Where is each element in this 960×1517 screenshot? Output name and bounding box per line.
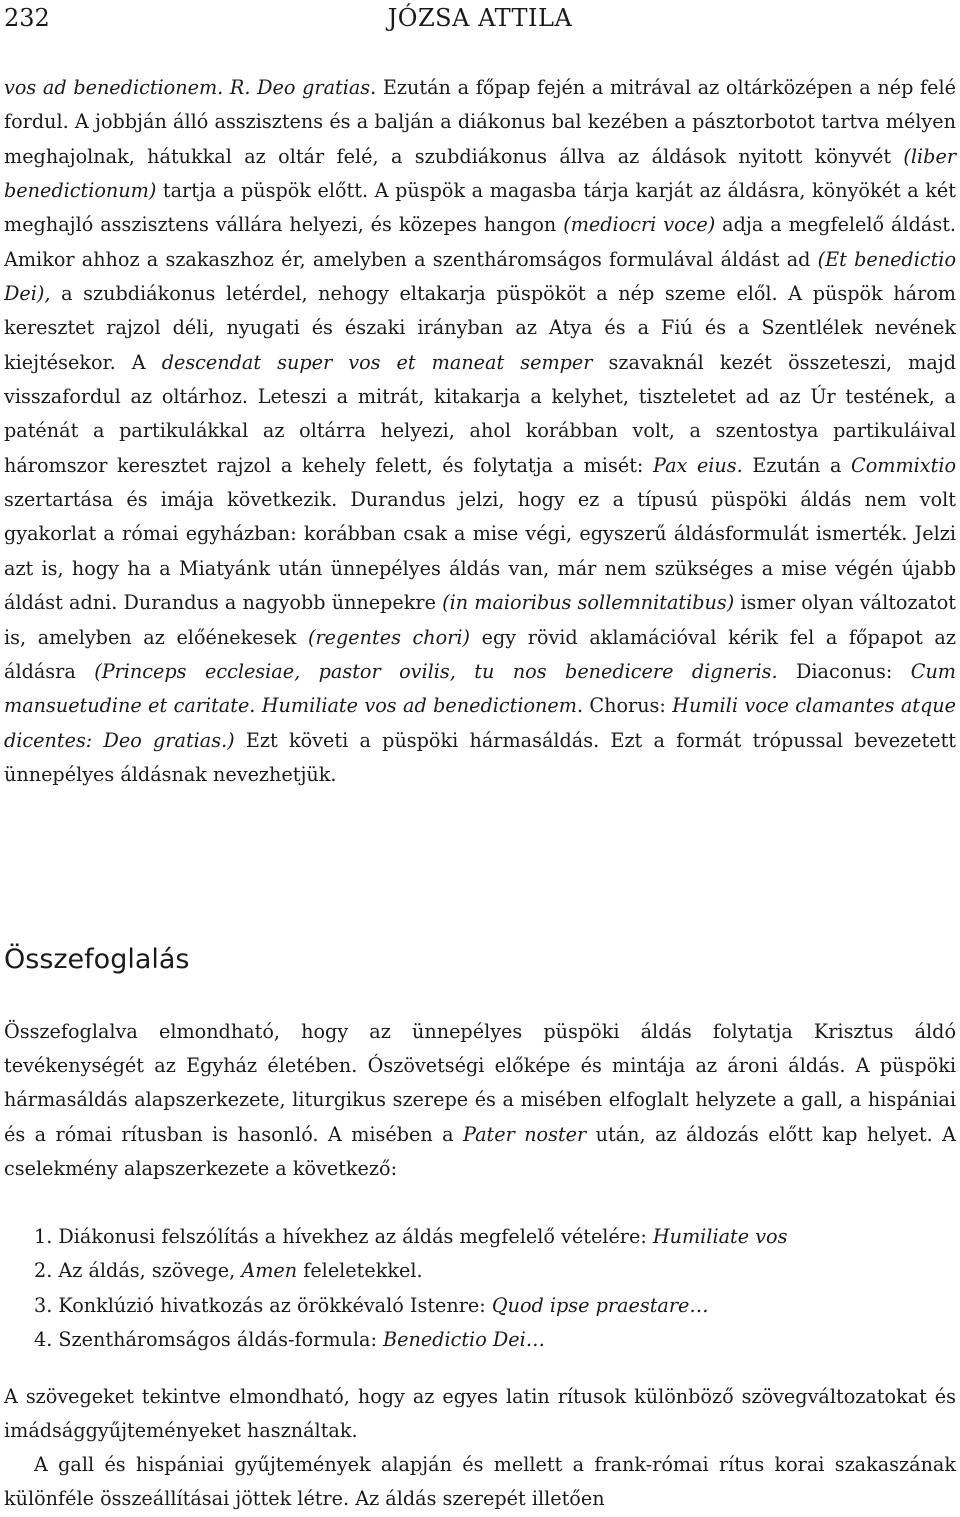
italic-text: Cum mansuetudine et caritate. Humiliate vos ad benedictionem. xyxy=(4,659,956,718)
summary-paragraph xyxy=(4,1015,956,1186)
text-run: egy rövid aklamációval kérik fel a főpapot az áldásra xyxy=(4,625,956,683)
running-head: JÓZSA ATTILA xyxy=(387,4,573,32)
body-paragraph xyxy=(4,71,956,792)
text-run: Ezt követi a püspöki hármasáldás. Ezt a formát trópussal bevezetett ünnepélyes áldásnak nevezhetjük. xyxy=(4,728,957,786)
text-run: tartja a püspök előtt. A püspök a magasba tárja karját az áldásra, könyökét a két meghajló asszisztens vállára helyezi, és közepes hangon xyxy=(4,179,956,237)
text-run: után, az áldozás előtt kap helyet. A cselekmény alapszerkezete a következő: xyxy=(4,1122,956,1180)
italic-text: Humili voce clamantes atque dicentes: Deo gratias.) xyxy=(4,694,956,752)
paragraph-text xyxy=(4,1015,956,1186)
text-run: adja a megfelelő áldást. Amikor ahhoz a szakaszhoz ér, amelyben a szentháromságos formulával áldást ad xyxy=(4,213,957,271)
body-paragraph xyxy=(4,1448,956,1517)
italic-text: (regentes chori) xyxy=(308,625,470,649)
text-run: A gall és hispániai gyűjtemények alapján és mellett a frank-római rítus korai szakaszának különféle összeállításai jöttek létre. Az áldás szerepét illetően xyxy=(4,1453,956,1511)
page-number: 232 xyxy=(4,4,50,32)
paragraph-text xyxy=(4,71,956,792)
text-run: 1. Diákonusi felszólítás a hívekhez az áldás megfelelő vételére: xyxy=(34,1225,653,1248)
text-run: A szövegeket tekintve elmondható, hogy az egyes latin rítusok különböző szövegváltozatokat és imádsággyűjteményeket használtak. xyxy=(4,1385,956,1443)
body-paragraph xyxy=(4,1380,956,1449)
list-item xyxy=(34,1254,787,1288)
list-item xyxy=(34,1289,787,1323)
italic-text: Pater noster xyxy=(463,1122,587,1146)
text-run: feleletekkel. xyxy=(297,1259,423,1283)
italic-text: Amen xyxy=(241,1259,298,1283)
text-run: 2. Az áldás, szövege, xyxy=(34,1259,242,1283)
text-run: Ezután a xyxy=(742,453,852,477)
paragraph-text xyxy=(4,1448,956,1517)
list-item xyxy=(34,1220,787,1254)
page-header xyxy=(0,0,960,40)
text-run: Diaconus: xyxy=(777,659,911,683)
text-run: szavaknál kezét összeteszi, majd visszafordul az oltárhoz. Leteszi a mitrát, kitakarja a kelyhet, tiszteletet ad az Úr testének, a paténát a partikulákkal az oltárra helyezi, ahol korábban volt, a szentostya partikuláival háromszor keresztet rajzol a kehely felett, és folytatja a misét: xyxy=(4,350,956,477)
text-run: Összefoglalva elmondható, hogy az ünnepélyes püspöki áldás folytatja Krisztus áldó tevékenységét az Egyház életében. Ószövetségi előképe és mintája az ároni áldás. A püspöki hármasáldás alapszerkezete, liturgikus szerepe és a misében elfoglalt helyzete a gall, a hispániai és a római rítusban is hasonló. A misében a xyxy=(4,1020,956,1146)
text-run: a szubdiákonus letérdel, nehogy eltakarja püspököt a nép szeme elől. A püspök három keresztet rajzol déli, nyugati és északi irányban az Atya és a Fiú és a Szentlélek nevének kiejtésekor. A xyxy=(4,282,956,374)
numbered-list xyxy=(34,1220,787,1357)
text-run: ismer olyan változatot is, amelyben az előénekesek xyxy=(4,591,956,649)
section-heading: Összefoglalás xyxy=(4,944,190,975)
text-run: Ezután a főpap fején a mitrával az oltárközépen a nép felé fordul. A jobbján álló asszisztens és a balján a diákonus bal kezében a pásztorbotot tartva mélyen meghajolnak, hátukkal az oltár felé, a szubdiákonus állva az áldások nyitott könyvét xyxy=(4,76,956,168)
list-item xyxy=(34,1323,787,1357)
italic-text: Benedictio Dei… xyxy=(383,1327,545,1351)
text-run: szertartása és imája következik. Durandus jelzi, hogy ez a típusú püspöki áldás nem volt gyakorlat a római egyházban: korábban csak a mise végi, egyszerű áldásformulát ismerték. Jelzi azt is, hogy ha a Miatyánk után ünnepélyes áldás van, már nem szükséges a mise végén újabb áldást adni. Durandus a nagyobb ünnepekre xyxy=(4,488,956,615)
text-run: 4. Szentháromságos áldás-formula: xyxy=(34,1327,384,1351)
italic-text: (liber benedictionum) xyxy=(4,144,956,203)
paragraph-text xyxy=(4,1380,956,1449)
italic-text: vos ad benedictionem. R. Deo gratias. xyxy=(4,76,377,99)
italic-text: descendat super vos et maneat semper xyxy=(161,350,593,374)
text-run: 3. Konklúzió hivatkozás az örökkévaló Istenre: xyxy=(34,1293,492,1317)
italic-text: Pax eius. xyxy=(653,453,743,477)
italic-text: (mediocri voce) xyxy=(563,213,716,237)
italic-text: (Princeps ecclesiae, pastor ovilis, tu nos benedicere digneris. xyxy=(94,659,778,683)
italic-text: Commixtio xyxy=(851,453,957,477)
italic-text: Humiliate vos xyxy=(652,1225,788,1248)
text-run: Chorus: xyxy=(583,694,673,718)
italic-text: Quod ipse praestare… xyxy=(491,1293,709,1317)
italic-text: (in maioribus sollemnitatibus) xyxy=(442,591,735,615)
italic-text: (Et benedictio Dei), xyxy=(4,247,957,306)
